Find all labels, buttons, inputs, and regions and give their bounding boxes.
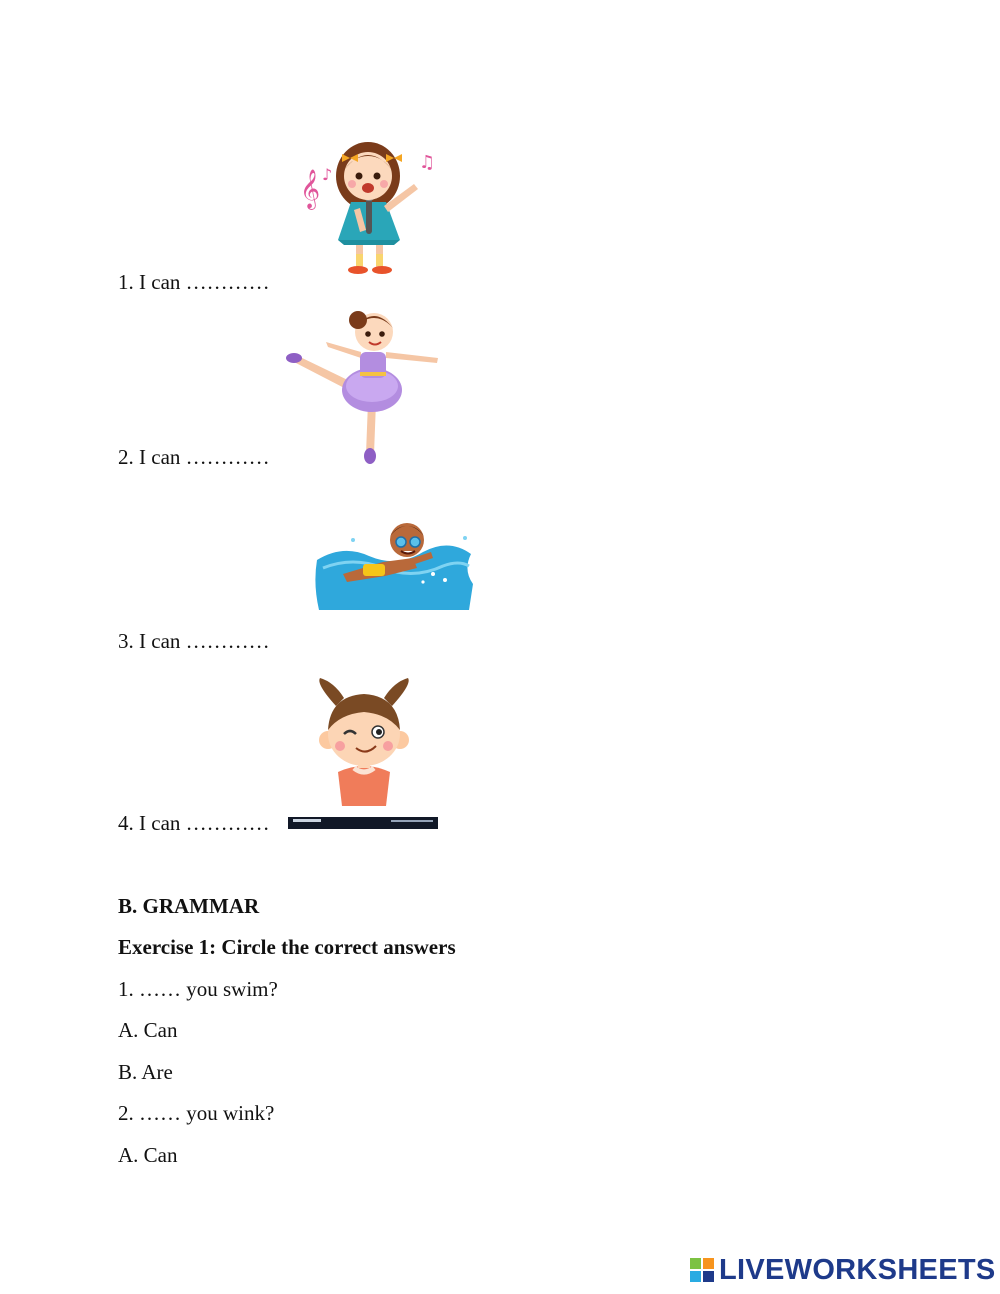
vocab-item-1 — [118, 270, 270, 294]
vocab-item-4-text: I can ………… — [139, 811, 270, 835]
option-2a[interactable]: A. Can — [118, 1143, 178, 1167]
girl-ballet-image — [286, 306, 446, 466]
svg-text:♪: ♪ — [322, 165, 333, 184]
vocab-item-2 — [118, 445, 270, 469]
girl-singing-image — [296, 132, 441, 278]
option-1a[interactable]: A. Can — [118, 1018, 178, 1042]
svg-text:♫: ♫ — [419, 152, 436, 173]
girl-winking-image — [316, 676, 412, 808]
vocab-item-3-text: I can ………… — [139, 629, 270, 653]
liveworksheets-logo — [690, 1252, 996, 1288]
question-1: 1. …… you swim? — [118, 977, 278, 1001]
option-1b[interactable]: B. Are — [118, 1060, 173, 1084]
section-heading: B. GRAMMAR — [118, 894, 260, 918]
exercise-title: Exercise 1: Circle the correct answers — [118, 935, 456, 959]
brand-name: LIVEWORKSHEETS — [719, 1253, 996, 1286]
logo-squares-icon — [690, 1258, 714, 1282]
vocab-item-4 — [118, 811, 270, 835]
vocab-item-3 — [118, 629, 270, 653]
vocab-item-1-number: 1. — [118, 270, 134, 294]
boy-swimming-image — [313, 518, 478, 614]
question-2: 2. …… you wink? — [118, 1101, 275, 1125]
vocab-item-1-text: I can ………… — [139, 270, 270, 294]
vocab-item-2-text: I can ………… — [139, 445, 270, 469]
vocab-item-3-number: 3. — [118, 629, 134, 653]
vocab-item-2-number: 2. — [118, 445, 134, 469]
image-credit-strip — [288, 817, 438, 829]
svg-text:𝄞: 𝄞 — [300, 169, 321, 209]
vocab-item-4-number: 4. — [118, 811, 134, 835]
